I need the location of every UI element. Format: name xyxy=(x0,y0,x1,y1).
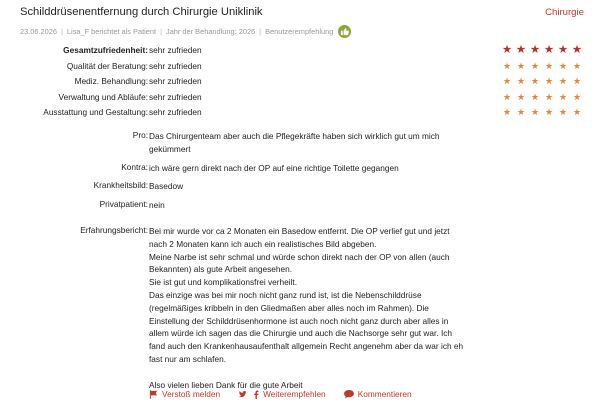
star-icon: ★ xyxy=(558,76,568,86)
rating-value: sehr zufrieden xyxy=(149,76,202,86)
facebook-icon xyxy=(253,390,259,399)
star-icon: ★ xyxy=(544,76,554,86)
rating-stars xyxy=(500,106,584,118)
private-label: Privatpatient: xyxy=(99,199,148,210)
diagnosis-label: Krankheitsbild: xyxy=(93,180,148,191)
private-value: nein xyxy=(149,200,165,211)
star-icon: ★ xyxy=(516,60,526,71)
report-text xyxy=(149,225,584,391)
diagnosis-value: Basedow xyxy=(149,181,184,192)
report-label: Erfahrungsbericht: xyxy=(80,224,148,235)
report-row xyxy=(20,225,584,391)
review-author: Lisa_F berichtet als Patient xyxy=(66,27,157,36)
star-icon: ★ xyxy=(502,107,512,117)
share-button[interactable]: Weiterempfehlen xyxy=(238,389,326,399)
star-icon: ★ xyxy=(557,44,569,56)
report-line: Bei mir wurde vor ca 2 Monaten ein Basedow entfernt. Die OP verlief gut und jetzt xyxy=(149,225,450,236)
report-line: fast nur am schlafen. xyxy=(149,353,227,364)
report-line: Einstellung der Schilddrüsenhormone ist auch noch nicht ganz durch aber alles in xyxy=(149,315,449,326)
contra-label: Kontra: xyxy=(121,161,148,172)
star-icon: ★ xyxy=(572,76,582,86)
star-icon: ★ xyxy=(572,91,582,102)
star-icon: ★ xyxy=(530,60,540,71)
report-line: Bekannten) als gute Arbeit angesehen. xyxy=(149,264,292,275)
rating-row xyxy=(20,45,584,61)
private-row xyxy=(20,199,584,212)
rating-value: sehr zufrieden xyxy=(149,60,202,71)
star-icon: ★ xyxy=(571,44,583,56)
report-line: (regelmäßiges kribbeln in den Gliedmaßen aber alles noch im Rahmen). Die xyxy=(149,302,429,313)
report-line: Also vielen lieben Dank für die gute Arbeit xyxy=(149,379,303,390)
star-icon: ★ xyxy=(530,76,540,86)
star-icon: ★ xyxy=(530,91,540,102)
star-icon: ★ xyxy=(544,60,554,71)
star-icon: ★ xyxy=(501,44,513,56)
star-icon: ★ xyxy=(558,60,568,71)
comment-button[interactable]: Kommentieren xyxy=(344,389,412,399)
review-meta: 23.06.2026 | Lisa_F berichtet als Patient | Jahr der Behandlung: 2026 | Benutzerempfehlung xyxy=(20,25,351,38)
report-line: nach 2 Monaten kann ich auch ein realistisches Bild abgeben. xyxy=(149,238,377,249)
star-icon: ★ xyxy=(515,44,527,56)
rating-row xyxy=(20,76,584,92)
rating-stars xyxy=(500,44,584,56)
rating-value: sehr zufrieden xyxy=(149,45,202,55)
star-icon: ★ xyxy=(516,107,526,117)
category-link[interactable]: Chirurgie xyxy=(545,7,584,18)
rating-row xyxy=(20,61,584,77)
pro-row xyxy=(20,130,584,156)
rating-value: sehr zufrieden xyxy=(149,91,202,102)
rating-stars xyxy=(500,75,584,87)
star-icon: ★ xyxy=(529,44,541,56)
rating-stars xyxy=(500,60,584,72)
review-title: Schilddrüsenentfernung durch Chirurgie Uniklinik xyxy=(20,6,263,18)
recommendation-label: Benutzerempfehlung xyxy=(265,27,334,36)
report-line xyxy=(149,366,584,379)
star-icon: ★ xyxy=(544,107,554,117)
review-header xyxy=(20,6,584,38)
comment-icon xyxy=(344,390,354,399)
pro-text: Das Chirurgenteam aber auch die Pflegekräfte haben sich wirklich gut um mich gekümmert xyxy=(149,131,440,154)
treatment-year: Jahr der Behandlung: 2026 xyxy=(166,27,256,36)
report-line: Meine Narbe ist sehr schmal und würde schon direkt nach der OP von allen (auch xyxy=(149,251,450,262)
rating-label: Verwaltung und Abläufe: xyxy=(58,91,148,102)
star-icon: ★ xyxy=(530,107,540,117)
star-icon: ★ xyxy=(502,76,512,86)
star-icon: ★ xyxy=(558,91,568,102)
report-line: Das einzige was bei mir noch nicht ganz rund ist, ist die Nebenschilddrüse xyxy=(149,289,422,300)
thumbs-up-icon xyxy=(338,25,351,38)
twitter-icon xyxy=(238,390,247,399)
ratings-table xyxy=(20,45,584,123)
report-line: fand auch den Krankenhausaufenthalt allgemein Recht angenehm aber da war ich eh xyxy=(149,341,464,352)
star-icon: ★ xyxy=(543,44,555,56)
star-icon: ★ xyxy=(558,107,568,117)
rating-label: Mediz. Behandlung: xyxy=(74,76,148,86)
contra-row xyxy=(20,162,584,175)
diagnosis-row xyxy=(20,180,584,193)
star-icon: ★ xyxy=(502,60,512,71)
star-icon: ★ xyxy=(516,91,526,102)
star-icon: ★ xyxy=(572,107,582,117)
contra-text: ich wäre gern direkt nach der OP auf eine richtige Toilette gegangen xyxy=(149,162,399,173)
star-icon: ★ xyxy=(544,91,554,102)
star-icon: ★ xyxy=(572,60,582,71)
review-actions xyxy=(149,389,430,399)
star-icon: ★ xyxy=(516,76,526,86)
rating-row xyxy=(20,92,584,108)
rating-label: Qualität der Beratung: xyxy=(66,60,148,71)
review-date: 23.06.2026 xyxy=(20,27,57,36)
report-abuse-button[interactable]: Verstoß melden xyxy=(149,389,220,399)
rating-value: sehr zufrieden xyxy=(149,107,202,117)
report-line: allem würde ich sagen das die Chirurgie und auch die Nachsorge sehr gut war. Ich xyxy=(149,328,453,339)
pro-label: Pro: xyxy=(132,130,148,140)
review-details xyxy=(20,130,584,391)
flag-icon xyxy=(149,390,158,399)
rating-row xyxy=(20,107,584,123)
report-line: Sie ist gut und komplikationsfrei verheilt. xyxy=(149,277,298,288)
rating-label: Gesamtzufriedenheit: xyxy=(63,45,148,55)
rating-label: Ausstattung und Gestaltung: xyxy=(43,107,148,117)
rating-stars xyxy=(500,91,584,103)
star-icon: ★ xyxy=(502,91,512,102)
